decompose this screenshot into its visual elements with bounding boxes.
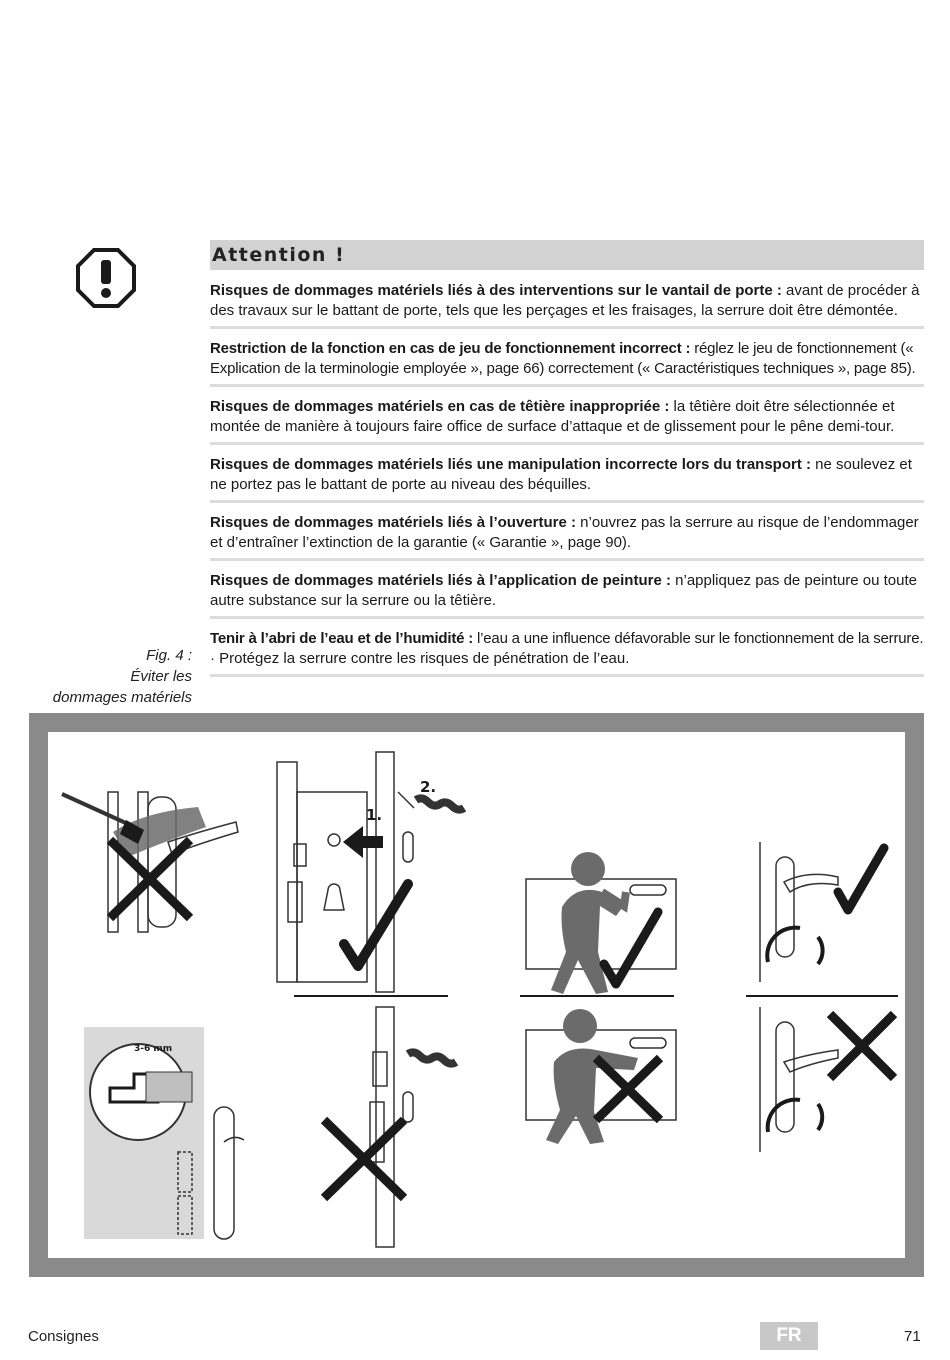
notice-item	[210, 397, 924, 445]
lock-removal-panel	[277, 752, 464, 996]
notice-item	[210, 281, 924, 329]
notice-heading: Risques de dommages matériels liés une manipulation incorrecte lors du transport :	[210, 456, 811, 473]
notice-list	[210, 281, 924, 687]
step-label: 1.	[366, 806, 383, 824]
notice-heading: Risques de dommages matériels en cas de têtière inappropriée :	[210, 398, 670, 415]
notice-text: l’eau a une influence défavorable sur le fonctionnement de la serrure.	[473, 630, 924, 647]
notice-item	[210, 629, 924, 677]
handle-correct-panel	[746, 842, 898, 996]
person-correct-panel	[520, 852, 676, 996]
figure-illustration	[48, 732, 905, 1258]
warning-icon	[76, 248, 136, 308]
language-badge: FR	[760, 1322, 818, 1350]
check-mark	[838, 848, 884, 910]
notice-heading: Restriction de la fonction en cas de jeu de fonctionnement incorrect :	[210, 340, 691, 357]
caption-number: Fig. 4 :	[146, 647, 192, 664]
notice-bullet: · Protégez la serrure contre les risques de pénétration de l’eau.	[210, 650, 630, 667]
paint-brush-panel	[62, 792, 238, 932]
screw-wrong-panel	[324, 1007, 456, 1247]
figure-frame	[29, 713, 924, 1277]
caption-line: Éviter les	[130, 668, 192, 685]
faceplate-dimension-panel	[84, 1027, 244, 1239]
notice-heading: Tenir à l’abri de l’eau et de l’humidité :	[210, 630, 474, 647]
step-label: 2.	[420, 778, 437, 796]
footer-section: Consignes	[28, 1328, 99, 1345]
notice-item	[210, 571, 924, 619]
notice-text: réglez le jeu de fonctionnement (« Explication de la terminologie employée », page 66) correctement (« Caractéristiques techniques », page 85).	[210, 340, 916, 377]
notice-heading: Risques de dommages matériels liés à l’application de peinture :	[210, 572, 671, 589]
figure-drawing	[48, 732, 905, 1258]
attention-title: Attention !	[212, 244, 346, 266]
notice-item	[210, 513, 924, 561]
notice-text: ne soulevez et ne portez pas le battant de porte au niveau des béquilles.	[210, 456, 912, 493]
notice-heading: Risques de dommages matériels liés à des interventions sur le vantail de porte :	[210, 282, 782, 299]
notice-item	[210, 455, 924, 503]
notice-text: avant de procéder à des travaux sur le battant de porte, tels que les perçages et les fraisages, la serrure doit être démontée.	[210, 282, 920, 319]
page-number: 71	[904, 1328, 921, 1345]
notice-text: n’appliquez pas de peinture ou toute autre substance sur la serrure ou la têtière.	[210, 572, 918, 609]
person-wrong-panel	[526, 1009, 676, 1144]
check-mark	[604, 912, 658, 984]
dimension-label: 3-6 mm	[134, 1044, 173, 1054]
handle-wrong-panel	[760, 1007, 894, 1152]
attention-header	[210, 240, 924, 270]
notice-text: n’ouvrez pas la serrure au risque de l’endommager et d’entraîner l’extinction de la garantie (« Garantie », page 90).	[210, 514, 919, 551]
notice-text: la têtière doit être sélectionnée et montée de manière à toujours faire office de surface d’attaque et de glissement pour le pêne demi-tour.	[210, 398, 895, 435]
notice-heading: Risques de dommages matériels liés à l’ouverture :	[210, 514, 576, 531]
notice-item	[210, 339, 924, 387]
figure-caption	[20, 645, 192, 708]
caption-line: dommages matériels	[52, 689, 192, 706]
